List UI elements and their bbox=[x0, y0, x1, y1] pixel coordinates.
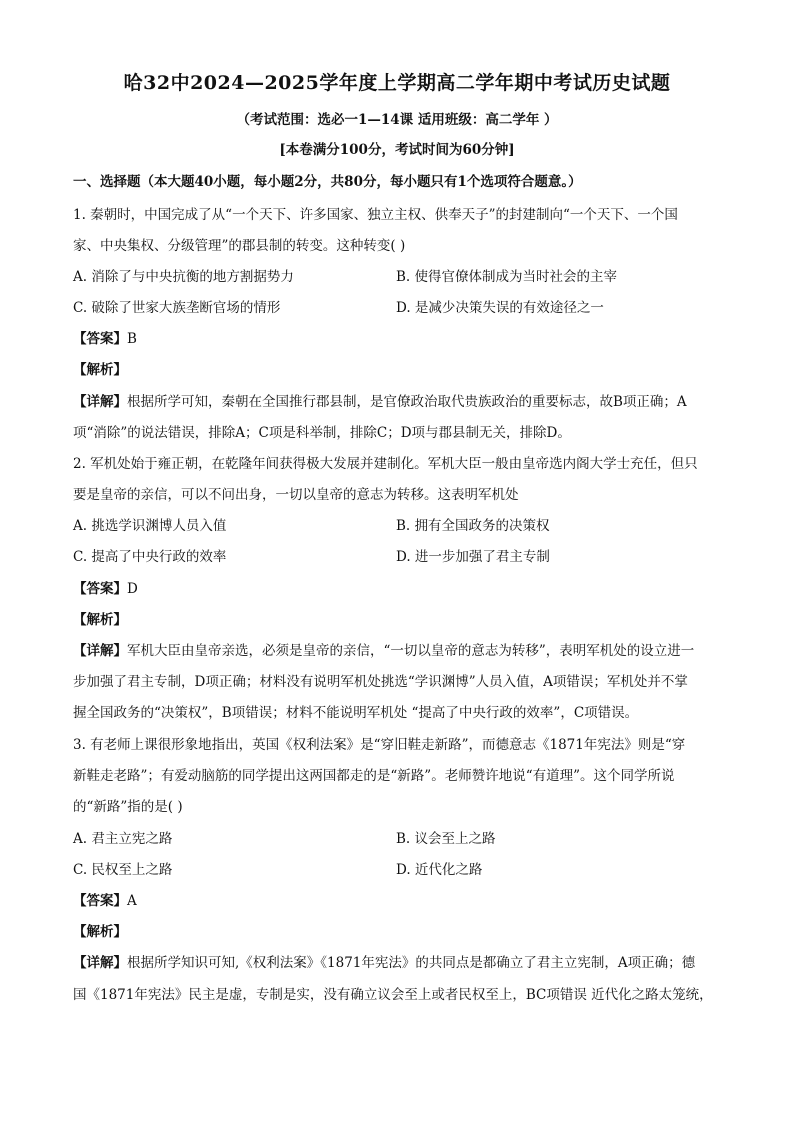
question-2-option-a: A. 挑选学识渊博人员入值 bbox=[73, 518, 227, 534]
question-1-stem-line-2: 家、中央集权、分级管理”的郡县制的转变。这种转变( ) bbox=[73, 238, 406, 254]
question-3-option-b: B. 议会至上之路 bbox=[396, 831, 496, 847]
question-1-detail-line-2: 项“消除”的说法错误，排除A；C项是科举制，排除C；D项与郡县制无关，排除D。 bbox=[73, 425, 571, 441]
question-3-detail-line-1 bbox=[73, 951, 695, 971]
question-2-analysis-label bbox=[73, 608, 127, 628]
section-heading: 一、选择题（本大题40小题，每小题2分，共80分，每小题只有1个选项符合题意。） bbox=[73, 174, 582, 190]
question-3-stem-line-2: 新鞋走老路”；有爱动脑筋的同学提出这两国都走的是“新路”。老师赞许地说“有道理”。这个同学所说 bbox=[73, 768, 675, 784]
detail-text: 根据所学可知，秦朝在全国推行郡县制，是官僚政治取代贵族政治的重要标志，故B项正确；A bbox=[127, 394, 687, 410]
detail-text: 军机大臣由皇帝亲选，必须是皇帝的亲信，“一切以皇帝的意志为转移”，表明军机处的设立进一 bbox=[127, 643, 695, 659]
analysis-label: 【解析】 bbox=[73, 924, 127, 940]
analysis-label: 【解析】 bbox=[73, 362, 127, 378]
question-3-answer bbox=[73, 889, 137, 909]
answer-label: 【答案】 bbox=[73, 893, 127, 909]
answer-value: D bbox=[127, 581, 138, 597]
question-2-detail-line-2: 步加强了君主专制，D项正确；材料没有说明军机处挑选“学识渊博”人员入值，A项错误；军机处并不掌 bbox=[73, 674, 688, 690]
question-2-option-b: B. 拥有全国政务的决策权 bbox=[396, 518, 550, 534]
page-title: 哈32中2024—2025学年度上学期高二学年期中考试历史试题 bbox=[123, 72, 671, 94]
question-1-detail-line-1 bbox=[73, 390, 687, 410]
detail-label: 【详解】 bbox=[73, 955, 127, 971]
question-3-detail-line-2: 国《1871年宪法》民主是虚，专制是实，没有确立议会至上或者民权至上，BC项错误 近代化之路太笼统， bbox=[73, 987, 713, 1003]
question-1-option-b: B. 使得官僚体制成为当时社会的主宰 bbox=[396, 269, 618, 285]
question-2-answer bbox=[73, 577, 138, 597]
question-3-stem-line-3: 的“新路”指的是( ) bbox=[73, 799, 183, 815]
question-2-detail-line-1 bbox=[73, 639, 694, 659]
question-2-stem-line-2: 要是皇帝的亲信，可以不问出身，一切以皇帝的意志为转移。这表明军机处 bbox=[73, 487, 519, 503]
question-1-option-a: A. 消除了与中央抗衡的地方割据势力 bbox=[73, 269, 294, 285]
question-1-analysis-label bbox=[73, 358, 127, 378]
analysis-label: 【解析】 bbox=[73, 612, 127, 628]
question-2-option-c: C. 提高了中央行政的效率 bbox=[73, 549, 227, 565]
exam-scope-subtitle: （考试范围：选必一1—14课 适用班级：高二学年 ） bbox=[236, 112, 558, 128]
score-time-note: [本卷满分100分，考试时间为60分钟] bbox=[279, 142, 515, 158]
detail-label: 【详解】 bbox=[73, 643, 127, 659]
answer-label: 【答案】 bbox=[73, 581, 127, 597]
question-2-stem-line-1: 2. 军机处始于雍正朝，在乾隆年间获得极大发展并建制化。军机大臣一般由皇帝选内阁大学士充任，但只 bbox=[73, 456, 698, 472]
answer-value: A bbox=[127, 893, 137, 909]
detail-text: 根据所学知识可知,《权利法案》《1871年宪法》的共同点是都确立了君主立宪制，A项正确；德 bbox=[127, 955, 696, 971]
question-2-detail-line-3: 握全国政务的“决策权”，B项错误；材料不能说明军机处 “提高了中央行政的效率”，C项错误。 bbox=[73, 705, 639, 721]
question-3-option-a: A. 君主立宪之路 bbox=[73, 831, 173, 847]
question-1-option-d: D. 是减少决策失误的有效途径之一 bbox=[396, 300, 604, 316]
question-3-stem-line-1: 3. 有老师上课很形象地指出，英国《权利法案》是“穿旧鞋走新路”，而德意志《1871年宪法》则是“穿 bbox=[73, 737, 686, 753]
detail-label: 【详解】 bbox=[73, 394, 127, 410]
question-3-option-c: C. 民权至上之路 bbox=[73, 862, 173, 878]
question-3-analysis-label bbox=[73, 920, 127, 940]
question-1-option-c: C. 破除了世家大族垄断官场的情形 bbox=[73, 300, 281, 316]
question-1-stem-line-1: 1. 秦朝时，中国完成了从“一个天下、许多国家、独立主权、供奉天子”的封建制向“一个天下、一个国 bbox=[73, 207, 678, 223]
question-1-answer bbox=[73, 327, 137, 347]
answer-label: 【答案】 bbox=[73, 331, 127, 347]
question-3-option-d: D. 近代化之路 bbox=[396, 862, 483, 878]
answer-value: B bbox=[127, 331, 137, 347]
question-2-option-d: D. 进一步加强了君主专制 bbox=[396, 549, 550, 565]
